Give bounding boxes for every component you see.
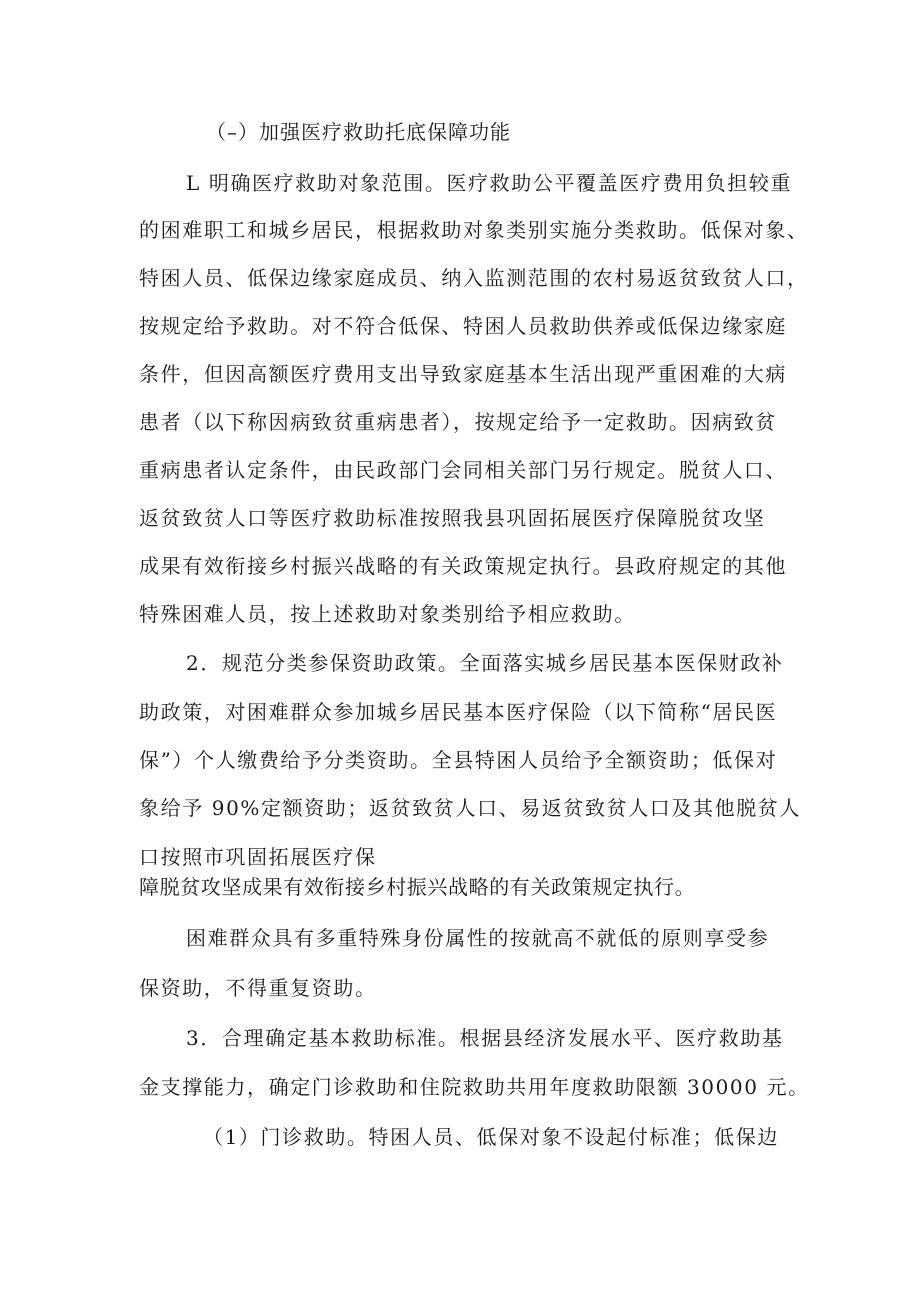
paragraph-line: 困难群众具有多重特殊身份属性的按就高不就低的原则享受参 [186, 926, 770, 950]
paragraph-line: 返贫致贫人口等医疗救助标准按照我县巩固拓展医疗保障脱贫攻坚 [139, 506, 766, 530]
paragraph-line: 保”）个人缴费给予分类资助。全县特困人员给予全额资助；低保对 [139, 748, 778, 772]
section-heading: （–）加强医疗救助托底保障功能 [206, 120, 511, 144]
paragraph-line: L 明确医疗救助对象范围。医疗救助公平覆盖医疗费用负担较重 [186, 171, 793, 195]
paragraph-line: （1）门诊救助。特困人员、低保对象不设起付标准；低保边 [203, 1125, 779, 1149]
paragraph-line: 特困人员、低保边缘家庭成员、纳入监测范围的农村易返贫致贫人口， [139, 266, 809, 290]
paragraph-line: 特殊困难人员，按上述救助对象类别给予相应救助。 [139, 602, 636, 626]
paragraph-line: 按规定给予救助。对不符合低保、特困人员救助供养或低保边缘家庭 [139, 314, 787, 338]
paragraph-line: 成果有效衔接乡村振兴战略的有关政策规定执行。县政府规定的其他 [139, 554, 787, 578]
paragraph-line: 条件，但因高额医疗费用支出导致家庭基本生活出现严重困难的大病 [139, 362, 787, 386]
paragraph-line: 的困难职工和城乡居民，根据救助对象类别实施分类救助。低保对象、 [139, 218, 809, 242]
paragraph-line: 保资助，不得重复资助。 [139, 976, 377, 1000]
paragraph-line: 口按照市巩固拓展医疗保 [139, 845, 377, 869]
paragraph-line: 重病患者认定条件，由民政部门会同相关部门另行规定。脱贫人口、 [139, 458, 787, 482]
paragraph-line: 2．规范分类参保资助政策。全面落实城乡居民基本医保财政补 [186, 651, 784, 675]
paragraph-line: 患者（以下称因病致贫重病患者），按规定给予一定救助。因病致贫 [139, 410, 777, 434]
paragraph-line: 金支撑能力，确定门诊救助和住院救助共用年度救助限额 30000 元。 [139, 1075, 810, 1099]
paragraph-line: 3．合理确定基本救助标准。根据县经济发展水平、医疗救助基 [186, 1026, 784, 1050]
paragraph-line: 象给予 90%定额资助；返贫致贫人口、易返贫致贫人口及其他脱贫人 [139, 796, 802, 820]
paragraph-line: 障脱贫攻坚成果有效衔接乡村振兴战略的有关政策规定执行。 [139, 875, 696, 899]
paragraph-line: 助政策，对困难群众参加城乡居民基本医疗保险（以下简称“居民医 [139, 700, 778, 724]
